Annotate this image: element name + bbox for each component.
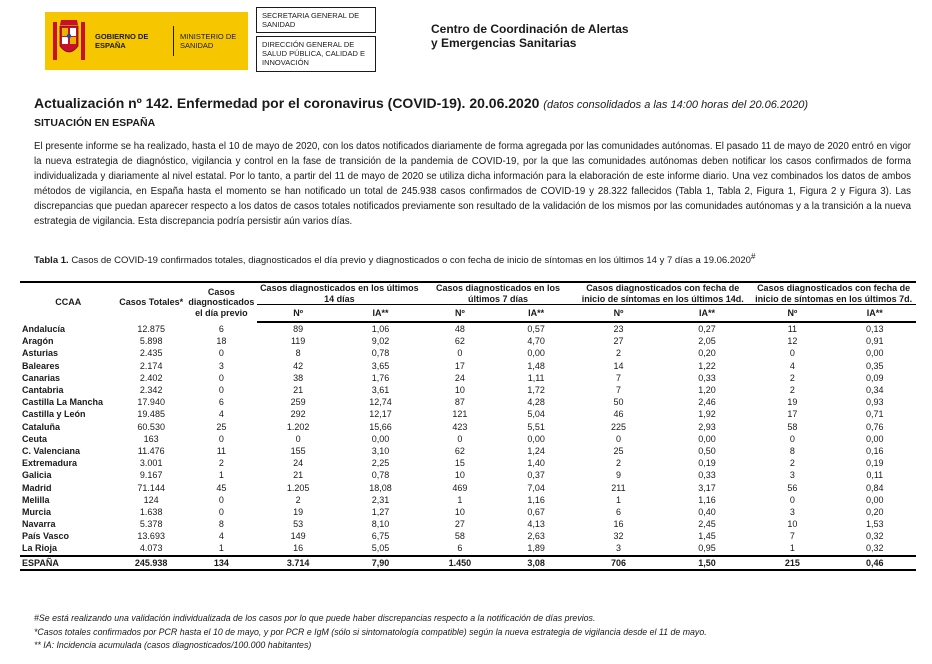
- value-cell: 2.174: [139, 360, 163, 371]
- value-cell: 0: [457, 433, 463, 444]
- value-cell: 45: [216, 482, 227, 493]
- value-cell: 2,31: [371, 494, 390, 505]
- value-cell: 0,00: [866, 494, 884, 505]
- table-row: [20, 530, 916, 542]
- table-row: [20, 433, 916, 445]
- report-header: [0, 0, 932, 80]
- value-cell: 23: [613, 324, 624, 335]
- value-cell: 60.530: [137, 421, 165, 432]
- header-n: Nº: [574, 305, 662, 323]
- value-cell: 53: [293, 519, 304, 530]
- value-cell: 0,20: [866, 506, 884, 517]
- value-cell: 19.485: [137, 409, 165, 420]
- value-cell: 1,06: [371, 324, 390, 335]
- value-cell: 0,33: [698, 470, 716, 481]
- ccaa-name-cell: Andalucía: [22, 323, 66, 334]
- value-cell: 18,08: [369, 482, 392, 493]
- value-cell: 7: [615, 385, 621, 396]
- value-cell: 8: [218, 519, 224, 530]
- value-cell: 4,13: [527, 519, 545, 530]
- ccaa-name-cell: C. Valenciana: [22, 445, 81, 456]
- value-cell: 0,35: [866, 360, 884, 371]
- header-group-14d: Casos diagnosticados en los últimos 14 días: [257, 282, 422, 305]
- value-cell: 32: [613, 531, 624, 542]
- value-cell: 245.938: [117, 556, 186, 570]
- section-title: SITUACIÓN EN ESPAÑA: [34, 117, 156, 129]
- value-cell: 124: [143, 494, 159, 505]
- value-cell: 2: [789, 372, 795, 383]
- value-cell: 7,90: [339, 556, 421, 570]
- value-cell: 87: [454, 397, 465, 408]
- value-cell: 0,76: [866, 421, 884, 432]
- value-cell: 1,27: [371, 506, 390, 517]
- value-cell: 0,50: [698, 445, 716, 456]
- value-cell: 27: [454, 519, 465, 530]
- value-cell: 0: [218, 506, 224, 517]
- ccaa-name-cell: Castilla y León: [22, 409, 86, 420]
- value-cell: 0,19: [866, 458, 884, 469]
- value-cell: 3,61: [371, 385, 390, 396]
- ccaa-name-cell: Aragón: [22, 336, 54, 347]
- value-cell: 0,00: [527, 433, 545, 444]
- ccaa-name-cell: ESPAÑA: [20, 556, 117, 570]
- value-cell: 0,33: [698, 372, 716, 383]
- value-cell: 12.875: [137, 323, 165, 334]
- table-row: [20, 421, 916, 433]
- header-ia: IA**: [498, 305, 574, 323]
- header-n: Nº: [751, 305, 833, 323]
- value-cell: 42: [293, 360, 304, 371]
- value-cell: 3: [615, 543, 621, 554]
- value-cell: 0,57: [527, 324, 545, 335]
- value-cell: 0,71: [866, 409, 884, 420]
- value-cell: 6: [615, 506, 621, 517]
- value-cell: 3,17: [698, 482, 716, 493]
- table-caption: [34, 252, 755, 266]
- value-cell: 1,53: [866, 519, 884, 530]
- value-cell: 2,63: [527, 531, 545, 542]
- header-group-sym-14d: Casos diagnosticados con fecha de inicio de síntomas en los últimos 14d.: [574, 282, 751, 305]
- value-cell: 3.001: [139, 458, 163, 469]
- value-cell: 1,16: [527, 494, 545, 505]
- value-cell: 11: [787, 324, 798, 335]
- value-cell: 0,78: [371, 470, 390, 481]
- value-cell: 1,22: [698, 360, 716, 371]
- table-row: [20, 481, 916, 493]
- value-cell: 1: [218, 470, 224, 481]
- value-cell: 2,25: [371, 458, 390, 469]
- value-cell: 0,32: [866, 543, 884, 554]
- value-cell: 15,66: [369, 421, 392, 432]
- value-cell: 1.202: [286, 421, 310, 432]
- value-cell: 0,20: [698, 348, 716, 359]
- value-cell: 2: [615, 458, 621, 469]
- value-cell: 1.205: [286, 482, 310, 493]
- value-cell: 1: [457, 494, 463, 505]
- value-cell: 11: [216, 445, 227, 456]
- value-cell: 12,74: [369, 397, 392, 408]
- value-cell: 12,17: [369, 409, 392, 420]
- value-cell: 2,46: [698, 397, 716, 408]
- value-cell: 5,05: [371, 543, 390, 554]
- table-row: [20, 469, 916, 481]
- header-n: Nº: [257, 305, 339, 323]
- value-cell: 0,27: [698, 324, 716, 335]
- value-cell: 4,70: [527, 336, 545, 347]
- covid-cases-table: [20, 281, 916, 571]
- value-cell: 0,00: [698, 433, 716, 444]
- value-cell: 3.714: [257, 556, 339, 570]
- table-caption-label: Tabla 1.: [34, 255, 69, 267]
- logo-ministerio-text: MINISTERIO DE SANIDAD: [180, 32, 237, 50]
- value-cell: 155: [290, 445, 306, 456]
- value-cell: 21: [293, 385, 304, 396]
- value-cell: 0: [218, 372, 224, 383]
- value-cell: 24: [454, 372, 465, 383]
- value-cell: 19: [787, 397, 798, 408]
- value-cell: 1,11: [527, 372, 545, 383]
- header-total: Casos Totales*: [117, 282, 186, 322]
- value-cell: 56: [787, 482, 798, 493]
- ccaa-name-cell: Canarias: [22, 372, 61, 383]
- value-cell: 10: [454, 385, 465, 396]
- value-cell: 7,04: [527, 482, 545, 493]
- value-cell: 134: [186, 556, 257, 570]
- table-caption-mark: #: [750, 252, 756, 261]
- footnote-validation: #Se está realizando una validación individualizada de los casos por lo que puede haber discrepancias respecto a la notificación de días previos.: [34, 613, 596, 623]
- value-cell: 17.940: [137, 397, 165, 408]
- value-cell: 5,51: [527, 421, 545, 432]
- value-cell: 10: [454, 470, 465, 481]
- value-cell: 0,84: [866, 482, 884, 493]
- ccaa-name-cell: Castilla La Mancha: [22, 397, 104, 408]
- value-cell: 4: [218, 531, 224, 542]
- report-title-note: (datos consolidados a las 14:00 horas del 20.06.2020): [543, 99, 809, 111]
- table-caption-text: Casos de COVID-19 confirmados totales, diagnosticados el día previo y diagnosticados o con fecha de inicio de síntomas en los últimos 14 y 7 días a 19.06.2020: [71, 255, 751, 267]
- ccaa-name-cell: Galicia: [22, 470, 52, 481]
- value-cell: 259: [290, 397, 306, 408]
- value-cell: 2.402: [139, 372, 163, 383]
- value-cell: 3,10: [371, 445, 390, 456]
- value-cell: 4.073: [139, 543, 163, 554]
- value-cell: 1,16: [698, 494, 716, 505]
- value-cell: 0: [789, 433, 795, 444]
- value-cell: 17: [787, 409, 798, 420]
- value-cell: 0,95: [698, 543, 716, 554]
- value-cell: 12: [787, 336, 798, 347]
- value-cell: 2,93: [698, 421, 716, 432]
- value-cell: 0: [218, 385, 224, 396]
- ccaa-name-cell: Murcia: [22, 506, 52, 517]
- ccaa-name-cell: Melilla: [22, 494, 50, 505]
- value-cell: 71.144: [137, 482, 165, 493]
- ccaa-name-cell: Ceuta: [22, 433, 48, 444]
- value-cell: 4,28: [527, 397, 545, 408]
- value-cell: 3,08: [498, 556, 574, 570]
- value-cell: 58: [454, 531, 465, 542]
- table-row: [20, 372, 916, 384]
- value-cell: 13.693: [137, 531, 165, 542]
- value-cell: 0,78: [371, 348, 390, 359]
- ccaa-name-cell: Cataluña: [22, 421, 61, 432]
- table-row: [20, 384, 916, 396]
- value-cell: 6,75: [371, 531, 390, 542]
- value-cell: 6: [218, 323, 224, 334]
- table-body: [20, 322, 916, 570]
- value-cell: 62: [454, 336, 465, 347]
- value-cell: 1,45: [698, 531, 716, 542]
- value-cell: 0,13: [866, 324, 884, 335]
- header-group-sym-7d: Casos diagnosticados con fecha de inicio de síntomas en los últimos 7d.: [751, 282, 916, 305]
- value-cell: 211: [611, 482, 626, 493]
- ccaa-name-cell: País Vasco: [22, 531, 70, 542]
- value-cell: 21: [293, 470, 304, 481]
- value-cell: 423: [452, 421, 468, 432]
- header-n: Nº: [422, 305, 498, 323]
- government-logo: [45, 12, 248, 70]
- value-cell: 0,00: [527, 348, 545, 359]
- value-cell: 1: [789, 543, 795, 554]
- value-cell: 0: [295, 433, 301, 444]
- value-cell: 0,11: [866, 470, 884, 481]
- centro-title: Centro de Coordinación de Alertas y Emergencias Sanitarias: [431, 22, 629, 50]
- value-cell: 19: [293, 506, 304, 517]
- table-row: [20, 518, 916, 530]
- value-cell: 0,34: [866, 385, 884, 396]
- table-total-row: [20, 556, 916, 570]
- header-ccaa: CCAA: [20, 282, 117, 322]
- value-cell: 2,05: [698, 336, 716, 347]
- table-row: [20, 445, 916, 457]
- value-cell: 46: [613, 409, 624, 420]
- report-title: [34, 95, 808, 111]
- value-cell: 25: [216, 421, 227, 432]
- value-cell: 24: [293, 458, 304, 469]
- value-cell: 2: [218, 458, 224, 469]
- value-cell: 10: [787, 519, 798, 530]
- value-cell: 0: [615, 433, 621, 444]
- value-cell: 9: [615, 470, 621, 481]
- value-cell: 14: [613, 360, 624, 371]
- value-cell: 5.898: [139, 336, 163, 347]
- value-cell: 119: [290, 336, 306, 347]
- logo-divider: [173, 26, 174, 56]
- intro-paragraph: El presente informe se ha realizado, hasta el 10 de mayo de 2020, con los datos notificados diariamente de forma agregada por las comunidades autónomas. El pasado 11 de mayo de 2020 entró en vigor la nueva estrategia de diagnóstico, vigilancia y control en la fase de transición de la pandemia de COVID-19, por la que las comunidades autónomas deben notificar los casos confirmados de forma individualizada y diariamente al nivel estatal. Por lo tanto, a partir del 11 de mayo de 2020 se utiliza dicha información para la elaboración de este informe diario. Una vez combinados los datos de ambos métodos de vigilancia, en España hasta el momento se han notificado un total de 245.938 casos confirmados de COVID-19 y 28.322 fallecidos (Tabla 1, Tabla 2, Figura 1, Figura 2 y Figura 3). Las discrepancias que puedan aparecer respecto a los datos de casos totales notificados previamente son resultado de la validación de los mismos por las comunidades autónomas y a la transición a la nueva estrategia de vigilancia. Esta discrepancia podría persistir aún varios días.: [34, 141, 911, 227]
- value-cell: 0,19: [698, 458, 716, 469]
- table-row: [20, 335, 916, 347]
- table-row: [20, 408, 916, 420]
- value-cell: 8: [789, 445, 795, 456]
- value-cell: 163: [143, 433, 159, 444]
- footnotes: [34, 612, 707, 653]
- ccaa-name-cell: Baleares: [22, 360, 60, 371]
- header-group-7d: Casos diagnosticados en los últimos 7 días: [422, 282, 575, 305]
- value-cell: 25: [613, 445, 624, 456]
- table-row: [20, 347, 916, 359]
- value-cell: 1,89: [527, 543, 545, 554]
- value-cell: 3: [218, 360, 224, 371]
- value-cell: 0,32: [866, 531, 884, 542]
- value-cell: 2: [789, 385, 795, 396]
- header-ia: IA**: [663, 305, 751, 323]
- value-cell: 7: [789, 531, 795, 542]
- direccion-box: DIRECCIÓN GENERAL DE SALUD PÚBLICA, CALIDAD E INNOVACIÓN: [256, 36, 376, 72]
- value-cell: 6: [218, 397, 224, 408]
- value-cell: 48: [454, 324, 465, 335]
- secretaria-box: SECRETARIA GENERAL DE SANIDAD: [256, 7, 376, 33]
- value-cell: 0,16: [866, 445, 884, 456]
- value-cell: 5,04: [527, 409, 545, 420]
- value-cell: 3: [789, 506, 795, 517]
- value-cell: 1.638: [139, 506, 163, 517]
- coat-of-arms-icon: [51, 16, 87, 66]
- value-cell: 0,91: [866, 336, 884, 347]
- value-cell: 149: [290, 531, 306, 542]
- table-row: [20, 360, 916, 372]
- value-cell: 10: [454, 506, 465, 517]
- header-ia: IA**: [834, 305, 916, 323]
- value-cell: 215: [751, 556, 833, 570]
- value-cell: 0,00: [866, 348, 884, 359]
- value-cell: 8: [295, 348, 301, 359]
- value-cell: 4: [218, 409, 224, 420]
- report-title-main: Actualización nº 142. Enfermedad por el coronavirus (COVID-19). 20.06.2020: [34, 95, 540, 111]
- table-row: [20, 322, 916, 335]
- value-cell: 0,93: [866, 397, 884, 408]
- value-cell: 5.378: [139, 519, 163, 530]
- value-cell: 0,00: [371, 433, 390, 444]
- value-cell: 17: [454, 360, 465, 371]
- value-cell: 0: [789, 348, 795, 359]
- value-cell: 18: [216, 336, 227, 347]
- value-cell: 38: [293, 372, 304, 383]
- value-cell: 2: [789, 458, 795, 469]
- value-cell: 2: [615, 348, 621, 359]
- value-cell: 1,76: [371, 372, 390, 383]
- value-cell: 11.476: [137, 445, 165, 456]
- value-cell: 0: [457, 348, 463, 359]
- value-cell: 2,45: [698, 519, 716, 530]
- table-row: [20, 396, 916, 408]
- value-cell: 4: [789, 360, 795, 371]
- value-cell: 1,50: [663, 556, 751, 570]
- value-cell: 706: [574, 556, 662, 570]
- value-cell: 1.450: [422, 556, 498, 570]
- header-prev: Casos diagnosticados el día previo: [186, 282, 257, 322]
- value-cell: 2: [295, 494, 301, 505]
- table-row: [20, 542, 916, 555]
- value-cell: 3,65: [371, 360, 390, 371]
- value-cell: 89: [293, 324, 304, 335]
- value-cell: 15: [454, 458, 465, 469]
- value-cell: 0: [789, 494, 795, 505]
- value-cell: 1,72: [527, 385, 545, 396]
- value-cell: 62: [454, 445, 465, 456]
- value-cell: 3: [789, 470, 795, 481]
- value-cell: 469: [452, 482, 468, 493]
- value-cell: 7: [615, 372, 621, 383]
- value-cell: 27: [613, 336, 624, 347]
- value-cell: 1,48: [527, 360, 545, 371]
- value-cell: 2.342: [139, 385, 163, 396]
- ccaa-name-cell: Madrid: [22, 482, 52, 493]
- ccaa-name-cell: Extremadura: [22, 458, 78, 469]
- value-cell: 1: [615, 494, 621, 505]
- value-cell: 0,46: [834, 556, 916, 570]
- value-cell: 9.167: [139, 470, 163, 481]
- value-cell: 1: [218, 543, 224, 554]
- table-row: [20, 506, 916, 518]
- value-cell: 0,37: [527, 470, 545, 481]
- value-cell: 225: [610, 421, 626, 432]
- value-cell: 0,09: [866, 372, 884, 383]
- value-cell: 121: [452, 409, 468, 420]
- footnote-ia: ** IA: Incidencia acumulada (casos diagnosticados/100.000 habitantes): [34, 640, 312, 650]
- value-cell: 0: [218, 433, 224, 444]
- value-cell: 0: [218, 348, 224, 359]
- header-ia: IA**: [339, 305, 421, 323]
- value-cell: 0,00: [866, 433, 884, 444]
- value-cell: 9,02: [371, 336, 390, 347]
- table-row: [20, 457, 916, 469]
- value-cell: 50: [613, 397, 624, 408]
- ccaa-name-cell: La Rioja: [22, 543, 58, 554]
- footnote-pcr: *Casos totales confirmados por PCR hasta el 10 de mayo, y por PCR e IgM (sólo si sintomatología compatible) según la nueva estrategia de vigilancia desde el 11 de mayo.: [34, 626, 707, 637]
- value-cell: 58: [787, 421, 798, 432]
- value-cell: 16: [293, 543, 304, 554]
- value-cell: 2.435: [139, 348, 163, 359]
- logo-gobierno-text: GOBIERNO DE ESPAÑA: [95, 32, 149, 50]
- value-cell: 16: [613, 519, 624, 530]
- ccaa-name-cell: Cantabria: [22, 385, 64, 396]
- value-cell: 6: [457, 543, 463, 554]
- table-row: [20, 494, 916, 506]
- value-cell: 1,20: [698, 385, 716, 396]
- value-cell: 292: [290, 409, 306, 420]
- ccaa-name-cell: Asturias: [22, 348, 59, 359]
- value-cell: 1,40: [527, 458, 545, 469]
- value-cell: 8,10: [371, 519, 390, 530]
- value-cell: 0,67: [527, 506, 545, 517]
- ccaa-name-cell: Navarra: [22, 519, 56, 530]
- value-cell: 1,24: [527, 445, 545, 456]
- value-cell: 1,92: [698, 409, 716, 420]
- value-cell: 0: [218, 494, 224, 505]
- value-cell: 0,40: [698, 506, 716, 517]
